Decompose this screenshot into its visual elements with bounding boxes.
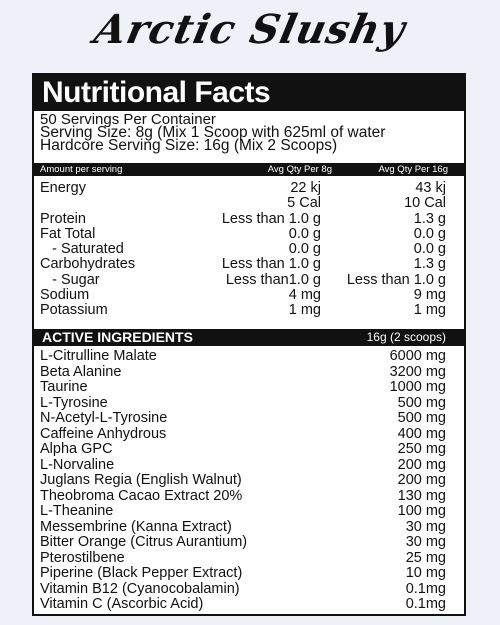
column-header-label: Amount per serving [40,164,123,175]
ingredient-row [34,597,464,613]
ingredient-name: Pterostilbene [40,549,125,566]
nutrient-value-16g: 1.3 g [413,256,446,273]
nutrition-panel [32,73,466,616]
nutrient-value-8g: 0.0 g [288,225,321,242]
nutrient-table [34,176,464,329]
serving-info [34,111,464,163]
nutrient-value-16g: 43 kj [415,180,446,196]
ingredient-amount: 100 mg [397,503,446,519]
ingredient-amount: 400 mg [397,425,446,442]
nutrient-value-16g: 0.0 g [413,225,446,242]
ingredient-amount: 6000 mg [389,348,446,364]
nutrient-name: Sodium [40,287,90,304]
ingredient-row [34,349,464,365]
ingredient-row [34,458,464,474]
nutrient-row [34,196,464,211]
nutrient-name: Protein [40,210,86,227]
column-header-16g: Avg Qty Per 16g [378,164,448,175]
nutrient-row [34,303,464,318]
ingredient-name: Alpha GPC [40,441,113,457]
servings-per-container: 50 Servings Per Container [40,111,216,128]
ingredient-amount: 3200 mg [389,363,446,380]
ingredient-row [34,380,464,396]
serving-size: Serving Size: 8g (Mix 1 Scoop with 625ml of water [40,124,386,141]
nutrient-name: Potassium [40,302,108,319]
ingredient-name: L-Norvaline [40,456,115,473]
ingredient-amount: 30 mg [405,518,446,535]
ingredient-amount: 250 mg [397,441,446,457]
nutrient-row [34,181,464,196]
nutrient-row [34,212,464,227]
ingredient-name: Piperine (Black Pepper Extract) [40,565,243,581]
ingredient-name: L-Citrulline Malate [40,348,157,364]
nutrient-row [34,288,464,303]
ingredient-row [34,427,464,443]
active-ingredients-title: ACTIVE INGREDIENTS [42,329,193,345]
ingredient-row [34,566,464,582]
ingredient-name: L-Tyrosine [40,394,108,411]
ingredient-row [34,442,464,458]
ingredient-name: N-Acetyl-L-Tyrosine [40,410,168,426]
ingredient-row [34,365,464,381]
nutrient-value-8g: 1 mg [288,302,321,319]
nutrient-name: Fat Total [40,225,96,242]
ingredient-name: Taurine [40,379,88,395]
nutrient-value-16g: Less than 1.0 g [346,271,446,288]
ingredient-amount: 10 mg [405,565,446,581]
ingredient-row [34,411,464,427]
panel-title: Nutritional Facts [34,75,464,111]
nutrient-value-16g: 1.3 g [413,210,446,227]
active-ingredients-header [34,329,464,346]
nutrient-value-8g: 5 Cal [287,195,321,212]
nutrient-value-8g: 4 mg [288,287,321,304]
nutrient-value-8g: 0.0 g [288,241,321,258]
ingredient-name: Juglans Regia (English Walnut) [40,472,242,488]
product-name: Arctic Slushy [90,6,410,53]
ingredient-name: Messembrine (Kanna Extract) [40,518,232,535]
hardcore-serving-size: Hardcore Serving Size: 16g (Mix 2 Scoops) [40,137,338,154]
ingredient-name: Caffeine Anhydrous [40,425,167,442]
ingredient-amount: 130 mg [397,487,446,504]
nutrient-value-8g: Less than 1.0 g [221,256,321,273]
nutrient-name: Carbohydrates [40,256,136,273]
ingredient-name: Bitter Orange (Citrus Aurantium) [40,534,248,550]
ingredient-name: Vitamin B12 (Cyanocobalamin) [40,580,240,597]
nutrient-value-8g: Less than1.0 g [225,271,321,288]
ingredient-amount: 0.1mg [405,596,446,612]
ingredient-amount: 200 mg [397,472,446,488]
ingredient-amount: 500 mg [397,394,446,411]
active-ingredients-serving: 16g (2 scoops) [366,330,446,344]
column-header-8g: Avg Qty Per 8g [267,164,332,175]
nutrient-name: - Sugar [40,271,100,288]
ingredient-amount: 0.1mg [405,580,446,597]
nutrient-row [34,242,464,257]
nutrient-value-16g: 10 Cal [404,195,446,212]
ingredient-row [34,535,464,551]
nutrient-value-16g: 0.0 g [413,241,446,258]
nutrient-value-16g: 9 mg [413,287,446,304]
ingredient-amount: 30 mg [405,534,446,550]
nutrient-value-16g: 1 mg [413,302,446,319]
ingredient-amount: 1000 mg [389,379,446,395]
nutrient-name: - Saturated [40,241,124,258]
ingredient-amount: 25 mg [405,549,446,566]
nutrient-row [34,273,464,288]
ingredient-row [34,489,464,505]
ingredient-amount: 200 mg [397,456,446,473]
ingredient-name: L-Theanine [40,503,114,519]
ingredient-name: Theobroma Cacao Extract 20% [40,487,243,504]
ingredient-row [34,473,464,489]
ingredient-row [34,396,464,412]
nutrient-name: Energy [40,180,86,196]
ingredient-row [34,582,464,598]
ingredient-name: Beta Alanine [40,363,122,380]
ingredient-row [34,504,464,520]
ingredient-row [34,520,464,536]
ingredient-list [34,346,464,613]
nutrient-row [34,257,464,272]
nutrient-value-8g: Less than 1.0 g [221,210,321,227]
ingredient-name: Vitamin C (Ascorbic Acid) [40,596,204,612]
ingredient-amount: 500 mg [397,410,446,426]
nutrient-value-8g: 22 kj [290,180,321,196]
nutrient-row [34,227,464,242]
column-headers [34,163,464,176]
ingredient-row [34,551,464,567]
